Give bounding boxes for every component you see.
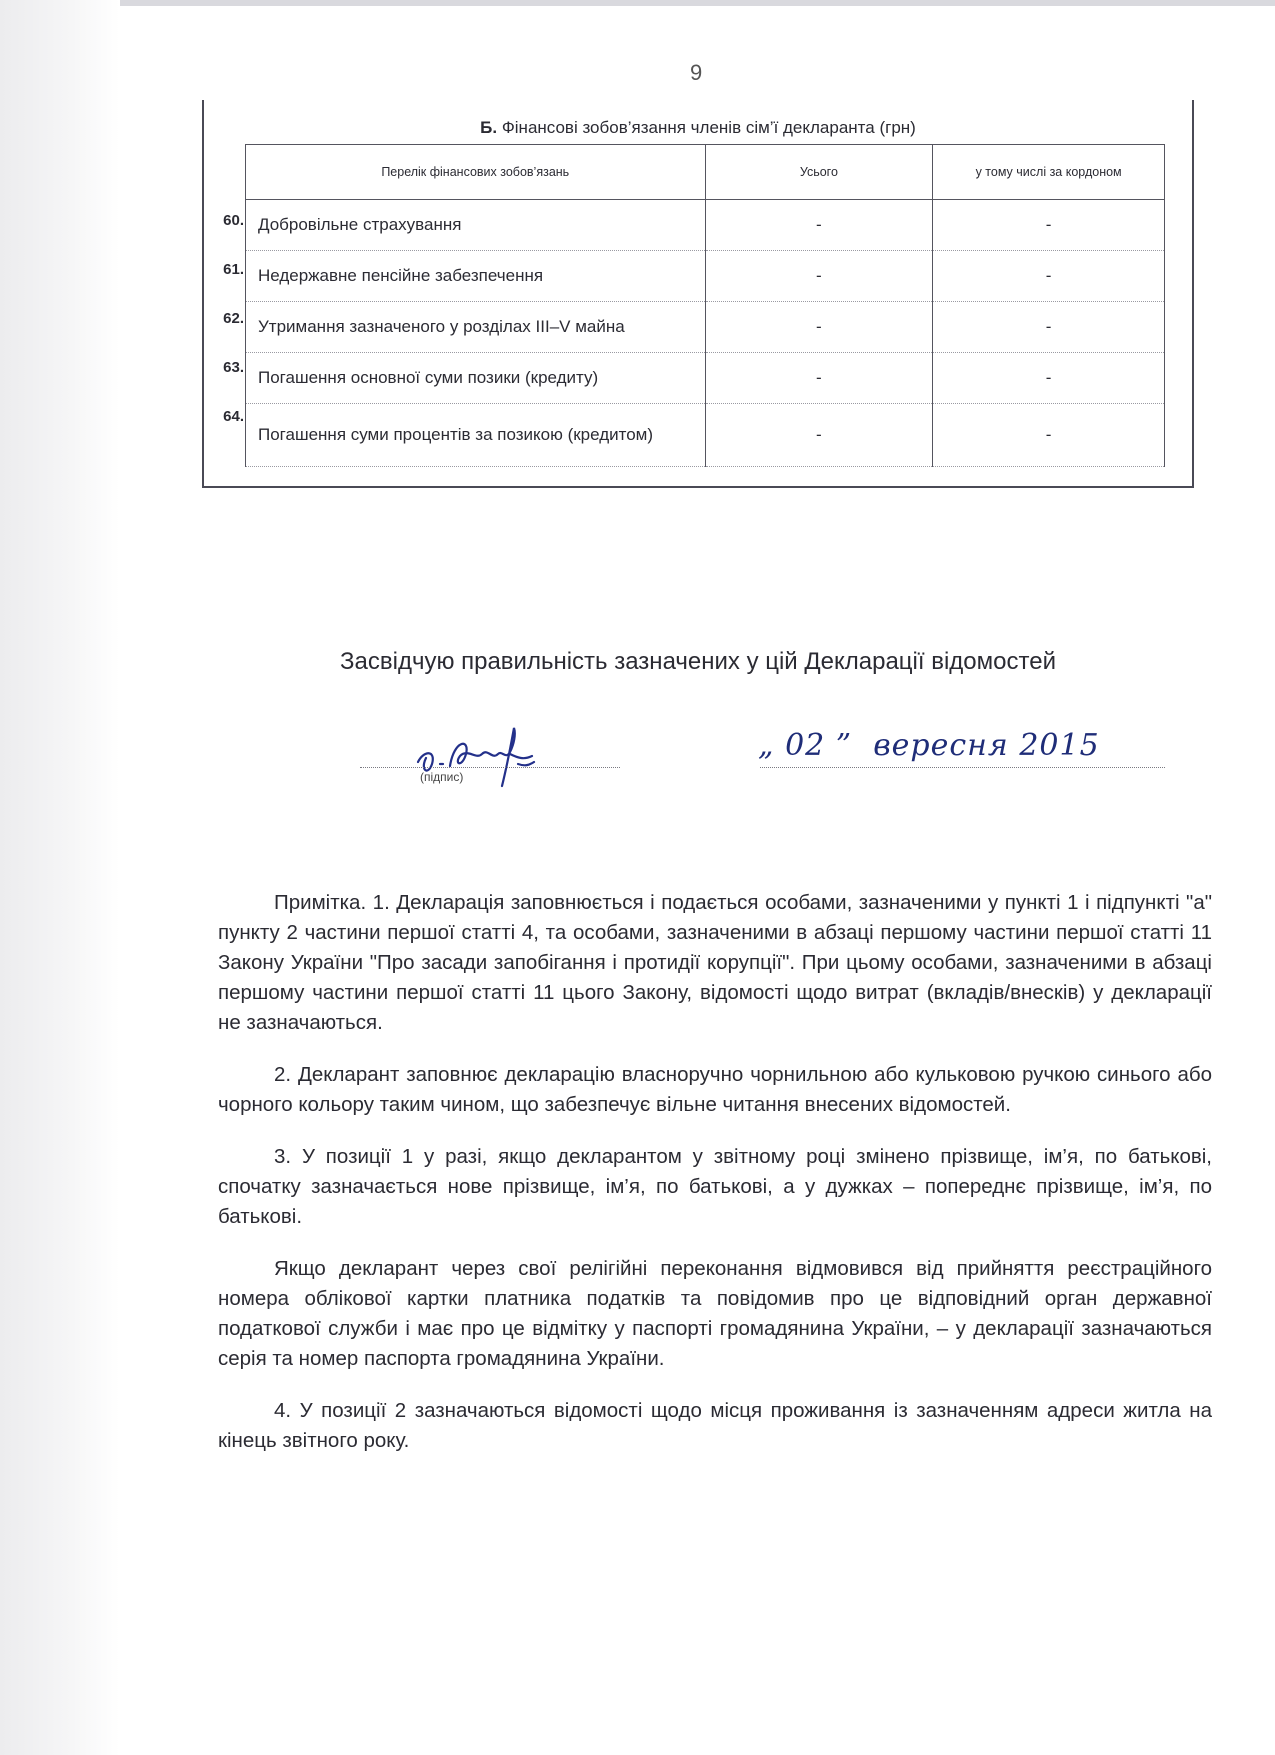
note-paragraph: Якщо декларант через свої релігійні переконання відмовився від прийняття реєстраційного номера облікової картки платника податків та повідомив про це відповідний орган державної податкової служби і має про це відмітку у паспорті громадянина України, – у декларації зазначаються серія та номер паспорта громадянина України. (218, 1257, 1212, 1370)
abroad-value: - (933, 404, 1165, 467)
obligation-name: Погашення суми процентів за позикою (кредитом) (246, 404, 706, 467)
row-number: 64. (223, 408, 244, 425)
total-value: - (705, 251, 933, 302)
header-total: Усього (705, 145, 933, 200)
abroad-value: - (933, 302, 1165, 353)
abroad-value: - (933, 353, 1165, 404)
obligation-name: Погашення основної суми позики (кредиту) (246, 353, 706, 404)
total-value: - (705, 353, 933, 404)
table-row (246, 251, 1165, 302)
note-paragraph: 4. У позиції 2 зазначаються відомості щодо місця проживання із зазначенням адреси житла на кінець звітного року. (218, 1399, 1212, 1452)
table-row (246, 200, 1165, 251)
table-title-letter: Б. (480, 118, 498, 137)
obligation-name: Утримання зазначеного у розділах III–V майна (246, 302, 706, 353)
signature-label: (підпис) (420, 770, 464, 784)
page-number: 9 (690, 60, 703, 85)
table-row (246, 302, 1165, 353)
date-line (760, 767, 1165, 768)
total-value: - (705, 404, 933, 467)
note-paragraph: Примітка. 1. Декларація заповнюється і подається особами, зазначеними у пункті 1 і підпункті "а" пункту 2 частини першої статті 4, та особами, зазначеними в абзаці першому частини першої статті 11 Закону України "Про засади запобігання і протидії корупції". При цьому особами, зазначеними в абзаці першому частини першої статті 11 цього Закону, відомості щодо витрат (вкладів/внесків) у декларації не зазначаються. (218, 891, 1212, 1034)
row-number: 60. (223, 212, 244, 229)
note-paragraph: 2. Декларант заповнює декларацію власноручно чорнильною або кульковою ручкою синього або чорного кольору таким чином, що забезпечує вільне читання внесених відомостей. (218, 1063, 1212, 1116)
table-row (246, 404, 1165, 467)
abroad-value: - (933, 200, 1165, 251)
table-row (246, 353, 1165, 404)
table-title (202, 118, 1194, 138)
notes-section (218, 888, 1212, 1478)
note-paragraph: 3. У позиції 1 у разі, якщо декларантом у звітному році змінено прізвище, ім’я, по батькові, спочатку зазначається нове прізвище, ім’я, по батькові, а у дужках – попереднє прізвище, ім’я, по батькові. (218, 1145, 1212, 1228)
row-number: 62. (223, 310, 244, 327)
abroad-value: - (933, 251, 1165, 302)
obligation-name: Добровільне страхування (246, 200, 706, 251)
financial-obligations-table (245, 144, 1165, 467)
certification-statement: Засвідчую правильність зазначених у цій Декларації відомостей (340, 648, 1056, 675)
table-header-row (246, 145, 1165, 200)
handwritten-date: „ 02 ” вересня 2015 (758, 728, 1100, 763)
scan-shadow-left (0, 0, 120, 1755)
header-obligations-list: Перелік фінансових зобов’язань (246, 145, 706, 200)
total-value: - (705, 302, 933, 353)
signature-line (360, 767, 620, 768)
scan-edge-top (120, 0, 1275, 6)
table-title-text: Фінансові зобов’язання членів сім’ї декларанта (грн) (497, 118, 916, 137)
row-number: 61. (223, 261, 244, 278)
obligation-name: Недержавне пенсійне забезпечення (246, 251, 706, 302)
header-abroad: у тому числі за кордоном (933, 145, 1165, 200)
row-numbers (202, 196, 244, 441)
row-number: 63. (223, 359, 244, 376)
total-value: - (705, 200, 933, 251)
